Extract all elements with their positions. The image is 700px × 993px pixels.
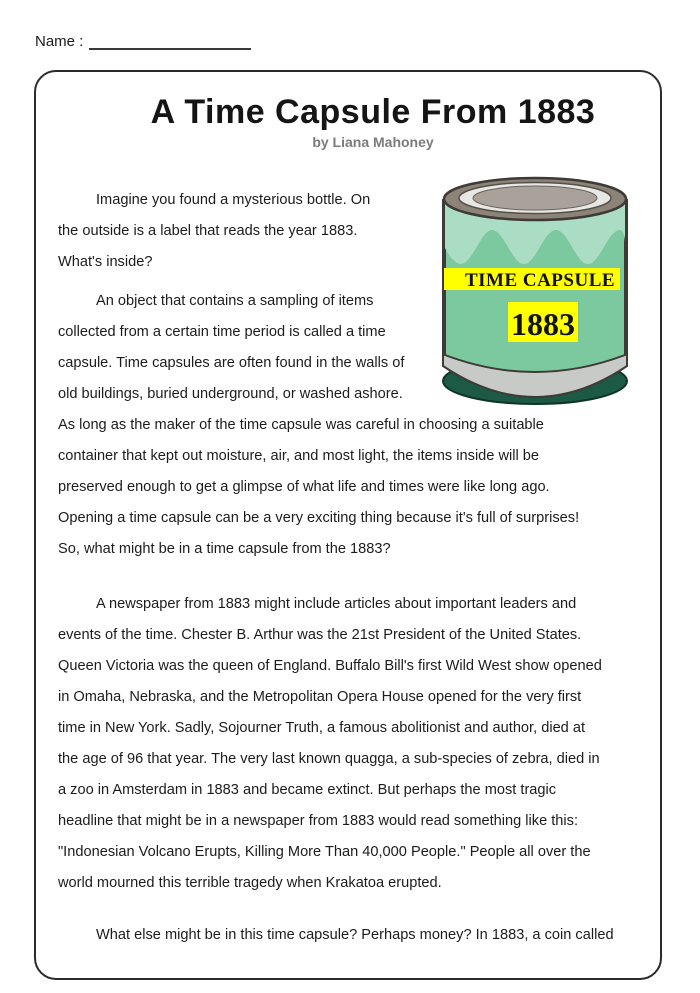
text-line: Imagine you found a mysterious bottle. On: [96, 192, 371, 208]
text-line: A newspaper from 1883 might include articles about important leaders and: [96, 596, 577, 612]
can-lid-inner: [473, 186, 597, 210]
text-line: the outside is a label that reads the year 1883.: [58, 223, 358, 239]
paint-can-icon: [440, 176, 630, 410]
can-year-label: 1883: [511, 306, 575, 342]
text-line: old buildings, buried underground, or washed ashore.: [58, 386, 403, 402]
paragraph: [58, 589, 640, 899]
text-line: collected from a certain time period is called a time: [58, 324, 386, 340]
text-line: a zoo in Amsterdam in 1883 and became extinct. But perhaps the most tragic: [58, 782, 557, 798]
text-line: Opening a time capsule can be a very exciting thing because it's full of surprises!: [58, 510, 580, 526]
name-label: Name :: [35, 33, 84, 50]
text-line: capsule. Time capsules are often found in the walls of: [58, 355, 405, 371]
time-capsule-can-illustration: [440, 176, 630, 410]
text-line: So, what might be in a time capsule from the 1883?: [58, 541, 391, 557]
worksheet-frame: [34, 70, 662, 980]
text-line: preserved enough to get a glimpse of what life and times were like long ago.: [58, 479, 550, 495]
can-banner-label: TIME CAPSULE: [464, 270, 616, 291]
text-line: container that kept out moisture, air, and most light, the items inside will be: [58, 448, 540, 464]
text-line: world mourned this terrible tragedy when Krakatoa erupted.: [58, 875, 442, 891]
paragraph: [58, 920, 640, 951]
text-line: "Indonesian Volcano Erupts, Killing More Than 40,000 People." People all over the: [58, 844, 591, 860]
text-line: What's inside?: [58, 254, 153, 270]
text-line: What else might be in this time capsule? Perhaps money? In 1883, a coin called: [96, 927, 614, 943]
text-line: events of the time. Chester B. Arthur was the 21st President of the United States.: [58, 627, 582, 643]
text-line: in Omaha, Nebraska, and the Metropolitan Opera House opened for the very first: [58, 689, 582, 705]
name-row: [35, 31, 251, 50]
text-line: Queen Victoria was the queen of England. Buffalo Bill's first Wild West show opened: [58, 658, 602, 674]
name-blank-line[interactable]: [89, 31, 251, 50]
text-line: time in New York. Sadly, Sojourner Truth, a famous abolitionist and author, died at: [58, 720, 586, 736]
text-line: As long as the maker of the time capsule was careful in choosing a suitable: [58, 417, 544, 433]
byline: by Liana Mahoney: [312, 134, 434, 150]
text-line: headline that might be in a newspaper from 1883 would read something like this:: [58, 813, 579, 829]
text-line: An object that contains a sampling of items: [96, 293, 374, 309]
article-body: [58, 185, 640, 951]
page-title: A Time Capsule From 1883: [150, 93, 596, 131]
text-line: the age of 96 that year. The very last known quagga, a sub-species of zebra, died in: [58, 751, 600, 767]
